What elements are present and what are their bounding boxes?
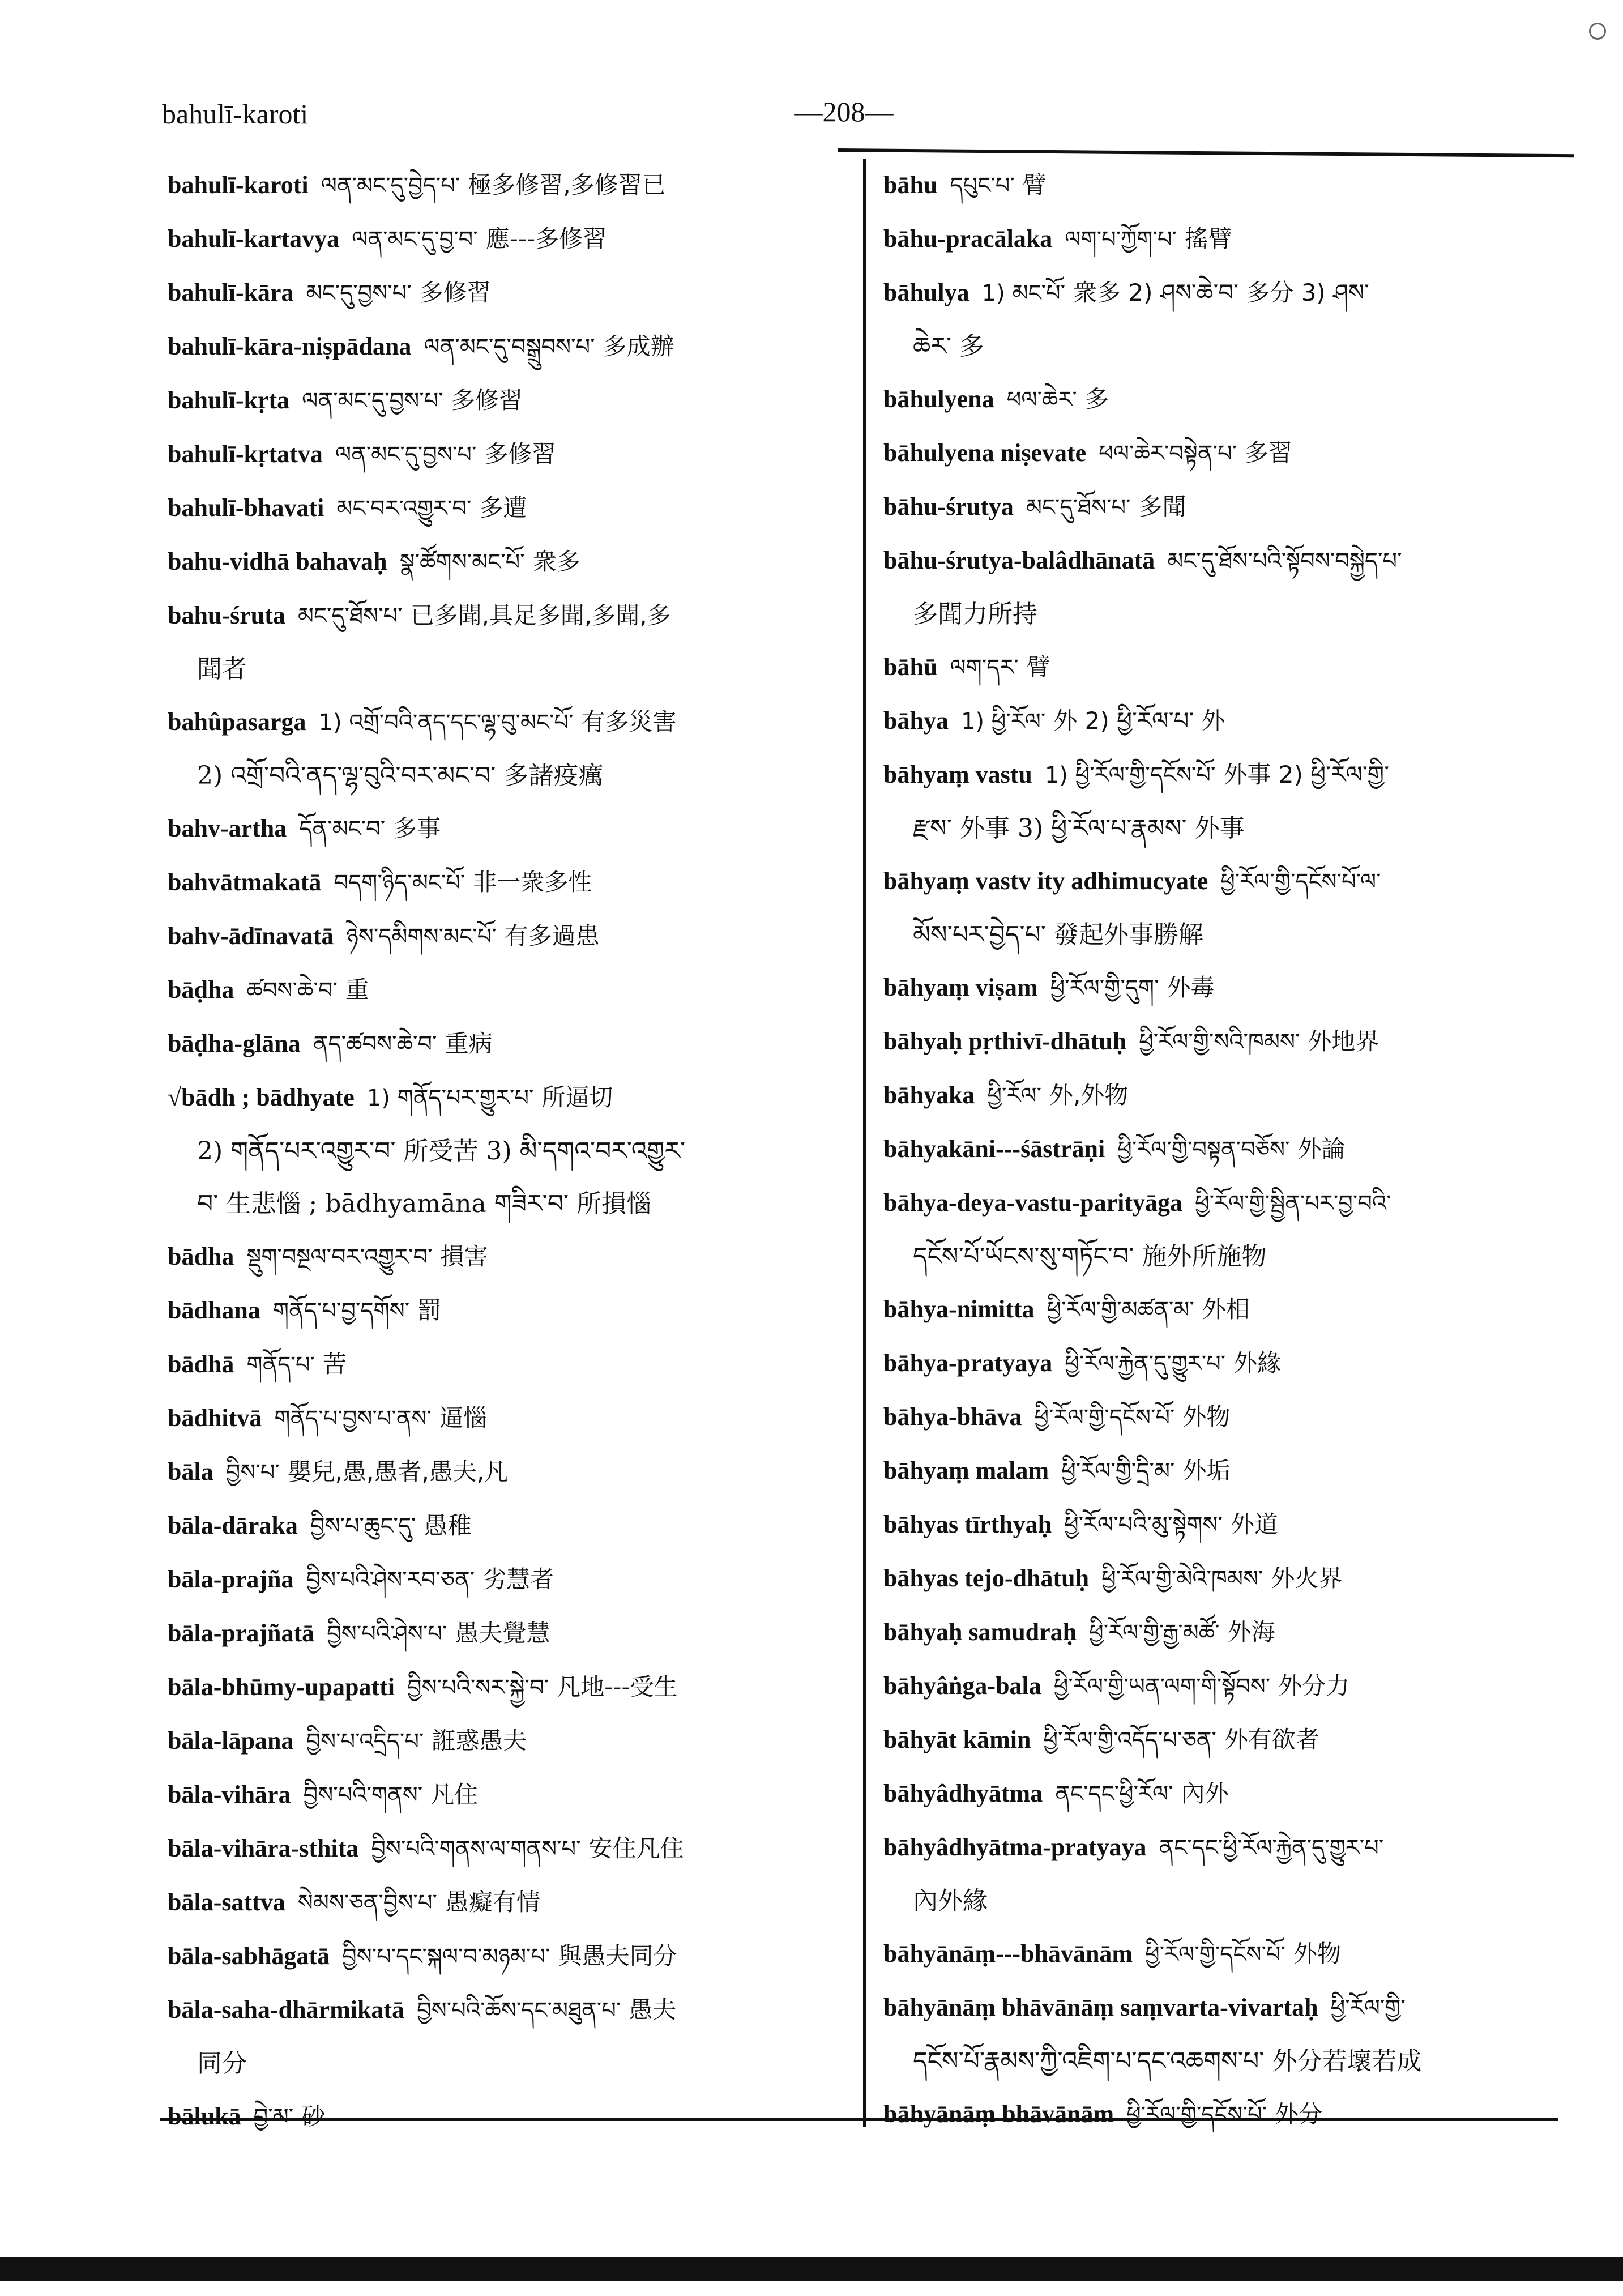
chinese-equivalent: 有多過患 [504, 922, 600, 950]
chinese-equivalent: 外分力 [1278, 1672, 1350, 1700]
dictionary-entry [168, 1822, 847, 1876]
chinese-equivalent: 外地界 [1308, 1027, 1379, 1055]
tibetan-equivalent: ལན་མང་དུ་བསྒྲུབས་པ་ [424, 334, 595, 360]
tibetan-equivalent: བྱིས་པ་དང་སྐལ་བ་མཉམ་པ་ [342, 1944, 550, 1970]
entry-continuation: 內外緣 [913, 1887, 988, 1915]
dictionary-entry [168, 1607, 847, 1661]
dictionary-entry [168, 1230, 847, 1284]
headword: bahulī-kṛtatva [168, 440, 323, 468]
dictionary-entry [168, 1553, 847, 1607]
chinese-equivalent: 多聞 [1138, 493, 1186, 520]
chinese-equivalent: 逼惱 [439, 1404, 487, 1432]
tibetan-equivalent: ལག་དར་ [950, 655, 1019, 681]
dictionary-entry [168, 1499, 847, 1553]
entry-continuation: 同分 [197, 2049, 247, 2078]
headword: bāla-vihāra-sthita [168, 1834, 359, 1862]
headword: bāḍha [168, 976, 234, 1004]
tibetan-equivalent: 1) གནོད་པར་གྱུར་པ་ [366, 1085, 534, 1111]
dictionary-entry [883, 1606, 1569, 1659]
dictionary-entry [168, 374, 847, 428]
dictionary-entry [883, 1659, 1569, 1713]
chinese-equivalent: 多習 [1245, 439, 1293, 467]
entry-continuation: མོས་པར་བྱེད་པ་ 發起外事勝解 [913, 920, 1204, 949]
dictionary-entry [883, 1713, 1569, 1767]
dictionary-entry [883, 961, 1569, 1015]
headword: bāhyas tīrthyaḥ [883, 1510, 1052, 1538]
headword: bāhyānāṃ---bhāvānām [883, 1940, 1133, 1968]
right-column [883, 159, 1569, 2141]
dictionary-entry [883, 1069, 1569, 1123]
tibetan-equivalent: བྱིས་པའི་གནས་ [303, 1782, 423, 1808]
tibetan-equivalent: དཔུང་པ་ [950, 173, 1015, 199]
tibetan-equivalent: བྱིས་པའི་གནས་ལ་གནས་པ་ [371, 1836, 581, 1862]
headword: bāhyâdhyātma [883, 1779, 1043, 1807]
headword: bahulī-karoti [168, 171, 309, 199]
dictionary-entry [883, 159, 1569, 212]
entry-continuation: 聞者 [197, 655, 247, 684]
chinese-equivalent: 非一衆多性 [473, 868, 592, 896]
headword: bāhulyena niṣevate [883, 439, 1087, 467]
chinese-equivalent: 愚夫覺慧 [455, 1619, 550, 1647]
headword: bāla-bhūmy-upapatti [168, 1673, 395, 1701]
headword: bāhyaḥ samudraḥ [883, 1618, 1077, 1646]
chinese-equivalent: 外火界 [1271, 1564, 1343, 1592]
tibetan-equivalent: 1) མང་པོ་ [981, 280, 1066, 306]
dictionary-entry [883, 266, 1569, 373]
chinese-equivalent: 重病 [445, 1030, 493, 1057]
chinese-equivalent: 有多災害 [581, 708, 677, 736]
headword: bāhya-deya-vastu-parityāga [883, 1189, 1183, 1217]
tibetan-equivalent: ཉེས་དམིགས་མང་པོ་ [346, 924, 497, 950]
tibetan-equivalent: ཕྱི་རོལ་གྱི་ [1330, 1995, 1406, 2021]
tibetan-equivalent: བྱིས་པ་ཆུང་དུ་ [310, 1513, 416, 1539]
chinese-equivalent: 愚癡有情 [445, 1888, 540, 1916]
dictionary-entry [883, 694, 1569, 748]
headword: bāla-dāraka [168, 1512, 298, 1539]
dictionary-entry [168, 1661, 847, 1714]
headword: bāḍha-glāna [168, 1030, 301, 1057]
dictionary-entry [168, 695, 847, 802]
dictionary-entry [168, 481, 847, 535]
headword: bāhu-śrutya-balâdhānatā [883, 547, 1155, 574]
tibetan-equivalent: ནང་དང་ཕྱི་རོལ་ [1055, 1781, 1173, 1807]
headword: bāhyakāni---śāstrāṇi [883, 1135, 1105, 1163]
chinese-equivalent: 多 [1084, 385, 1109, 413]
headword: bāhulyena [883, 385, 994, 413]
chinese-equivalent: 砂 [301, 2102, 326, 2130]
tibetan-equivalent: ཕྱི་རོལ་གྱི་བསྟན་བཅོས་ [1117, 1137, 1290, 1163]
tibetan-equivalent: 1) ཕྱི་རོལ་གྱི་དངོས་པོ་ [1044, 762, 1216, 788]
headword: bāla-lāpana [168, 1727, 294, 1755]
tibetan-equivalent: ཕྱི་རོལ་གྱི་སའི་ཁམས་ [1139, 1029, 1300, 1055]
dictionary-entry [168, 1714, 847, 1768]
headword: bahu-śruta [168, 601, 285, 629]
dictionary-entry [883, 748, 1569, 855]
chinese-equivalent: 凡住 [430, 1781, 479, 1808]
page-number: —208— [794, 96, 894, 127]
headword: bahulī-kāra [168, 279, 294, 306]
tibetan-equivalent: ཕྱི་རོལ་གྱི་འདོད་པ་ཅན་ [1043, 1727, 1216, 1753]
chinese-equivalent: 愚稚 [424, 1512, 472, 1539]
chinese-equivalent: 外事 2) ཕྱི་རོལ་གྱི་ [1223, 761, 1390, 788]
chinese-equivalent: 安住凡住 [588, 1834, 684, 1862]
chinese-equivalent: 外有欲者 [1224, 1726, 1319, 1753]
headword: bāla-sattva [168, 1888, 285, 1916]
headword: bāhyâṅga-bala [883, 1672, 1041, 1700]
column-divider [863, 159, 866, 2127]
headword: bāhyānāṃ bhāvānāṃ saṃvarta-vivartaḥ [883, 1994, 1318, 2021]
dictionary-entry [168, 1338, 847, 1392]
dictionary-entry [883, 480, 1569, 534]
tibetan-equivalent: མང་དུ་བྱས་པ་ [306, 280, 412, 306]
headword: bāhyaṃ vastu [883, 761, 1032, 788]
dictionary-entry [168, 856, 847, 910]
tibetan-equivalent: ཕྱི་རོལ་གྱི་ཡན་ལག་གི་སྟོབས་ [1053, 1674, 1271, 1700]
dictionary-entry [168, 320, 847, 374]
headword: bāhyānāṃ bhāvānām [883, 2100, 1114, 2128]
chinese-equivalent: 外海 [1227, 1618, 1275, 1646]
chinese-equivalent: 多修習 [484, 440, 556, 468]
headword: bahulī-kāra-niṣpādana [168, 332, 412, 360]
tibetan-equivalent: བྱེ་མ་ [253, 2104, 294, 2130]
dictionary-entry [883, 1390, 1569, 1444]
dictionary-entry [168, 1177, 847, 1230]
entry-continuation: རྫས་ 外事 3) ཕྱི་རོལ་པ་རྣམས་ 外事 [913, 814, 1245, 843]
headword: bāhya-bhāva [883, 1403, 1022, 1431]
headword: bāhya-nimitta [883, 1295, 1035, 1323]
dictionary-entry [168, 535, 847, 589]
headword: bāhya-pratyaya [883, 1349, 1053, 1377]
tibetan-equivalent: ལན་མང་དུ་བྱས་པ་ [302, 388, 443, 414]
headword: bāla-prajña [168, 1565, 294, 1593]
chinese-equivalent: 多事 [393, 814, 441, 842]
dictionary-entry [168, 1071, 847, 1177]
headword: bāla [168, 1458, 213, 1486]
tibetan-equivalent: 1) ཕྱི་རོལ་ [960, 709, 1046, 735]
headword: bahu-vidhā bahavaḥ [168, 548, 387, 575]
chinese-equivalent: 外緣 [1233, 1349, 1282, 1377]
tibetan-equivalent: ཚབས་ཆེ་བ་ [246, 978, 338, 1004]
dictionary-entry [883, 1767, 1569, 1821]
tibetan-equivalent: དོན་མང་བ་ [299, 816, 386, 842]
headword: bādhā [168, 1350, 234, 1378]
chinese-equivalent: 極多修習,多修習已 [468, 171, 666, 199]
dictionary-entry [168, 159, 847, 212]
headword: bāhyaṃ malam [883, 1457, 1049, 1484]
headword: bāhyaṃ vastv ity adhimucyate [883, 867, 1208, 895]
dictionary-entry [883, 373, 1569, 426]
tibetan-equivalent: ལན་མང་དུ་བྱས་པ་ [335, 442, 477, 468]
chinese-equivalent: 誑惑愚夫 [432, 1727, 527, 1755]
dictionary-entry [168, 1930, 847, 1983]
headword: bāhyâdhyātma-pratyaya [883, 1833, 1147, 1861]
tibetan-equivalent: བྱིས་པའི་ཆོས་དང་མཐུན་པ་ [417, 1998, 621, 2024]
headword: bāla-sabhāgatā [168, 1942, 330, 1970]
chinese-equivalent: 外分 [1274, 2100, 1322, 2128]
headword: bāhyaṃ viṣam [883, 974, 1038, 1001]
tibetan-equivalent: མང་དུ་ཐོས་པ་ [297, 603, 403, 629]
tibetan-equivalent: ནད་ཚབས་ཆེ་བ་ [313, 1031, 437, 1057]
headword: bahvātmakatā [168, 868, 322, 896]
headword: bāla-vihāra [168, 1781, 291, 1808]
dictionary-entry [168, 1983, 847, 2090]
dictionary-entry [883, 1015, 1569, 1069]
headword: bāla-saha-dhārmikatā [168, 1996, 405, 2024]
tibetan-equivalent: ཕྱི་རོལ་གྱི་དངོས་པོ་ [1145, 1941, 1285, 1968]
headword: bāla-prajñatā [168, 1619, 315, 1647]
chinese-equivalent: 應---多修習 [485, 225, 607, 253]
tibetan-equivalent: ཕྱི་རོལ་ [987, 1083, 1042, 1109]
tibetan-equivalent: སེམས་ཅན་བྱིས་པ་ [297, 1890, 437, 1916]
scan-edge-band [0, 2257, 1623, 2281]
chinese-equivalent: 罰 [417, 1296, 442, 1324]
tibetan-equivalent: ཕྱི་རོལ་གྱི་མེའི་ཁམས་ [1101, 1566, 1263, 1592]
dictionary-entry [168, 428, 847, 481]
chinese-equivalent: 臂 [1022, 171, 1047, 199]
headword: bāhyāt kāmin [883, 1726, 1031, 1753]
chinese-equivalent: 搖臂 [1184, 225, 1232, 253]
chinese-equivalent: 外論 [1297, 1135, 1346, 1163]
headword: bahûpasarga [168, 708, 306, 736]
headword: bāhu-śrutya [883, 493, 1014, 520]
headword: bahulī-bhavati [168, 494, 324, 522]
tibetan-equivalent: གནོད་པ་ [246, 1352, 315, 1378]
dictionary-entry [883, 641, 1569, 694]
headword: bāhū [883, 653, 938, 681]
chinese-equivalent: 多遭 [479, 494, 527, 522]
entry-continuation: 2) འགྲོ་བའི་ནད་ལྷ་བུའི་བར་མང་བ་ 多諸疫癘 [197, 761, 604, 790]
tibetan-equivalent: ཕྱི་རོལ་གྱི་དངོས་པོ་ [1126, 2102, 1267, 2128]
entry-continuation: བ་ 生悲惱 ; bādhyamāna གཟིར་བ་ 所損惱 [197, 1189, 652, 1218]
dictionary-entry [168, 1445, 847, 1499]
dictionary-entry [168, 802, 847, 856]
dictionary-entry [168, 212, 847, 266]
dictionary-entry [883, 855, 1569, 961]
top-rule [838, 148, 1574, 157]
tibetan-equivalent: གནོད་པ་བྱས་པ་ནས་ [274, 1406, 432, 1432]
headword: bahulī-kṛta [168, 386, 290, 414]
chinese-equivalent: 與愚夫同分 [558, 1942, 677, 1970]
chinese-equivalent: 外物 [1293, 1940, 1341, 1968]
tibetan-equivalent: བྱིས་པ་འདྲིད་པ་ [306, 1729, 424, 1755]
headword: bāhyaḥ pṛthivī-dhātuḥ [883, 1027, 1127, 1055]
tibetan-equivalent: ལན་མང་དུ་བྱ་བ་ [352, 227, 478, 253]
chinese-equivalent: 外垢 [1182, 1457, 1231, 1484]
tibetan-equivalent: ཕྱི་རོལ་རྐྱེན་དུ་གྱུར་པ་ [1065, 1351, 1226, 1377]
tibetan-equivalent: 1) འགྲོ་བའི་ནད་དང་ལྷ་བུ་མང་པོ་ [318, 710, 574, 736]
tibetan-equivalent: བྱིས་པའི་ཤེས་རབ་ཅན་ [306, 1567, 475, 1593]
dictionary-entry [883, 1552, 1569, 1606]
headword: bāhyaka [883, 1081, 975, 1109]
dictionary-entry [168, 1876, 847, 1930]
chinese-equivalent: 臂 [1026, 653, 1050, 681]
dictionary-entry [883, 1927, 1569, 1981]
chinese-equivalent: 已多聞,具足多聞,多聞,多 [410, 601, 671, 629]
dictionary-entry [883, 1283, 1569, 1337]
chinese-equivalent: 衆多 [532, 548, 580, 575]
dictionary-entry [883, 1498, 1569, 1552]
headword: bahulī-kartavya [168, 225, 340, 253]
tibetan-equivalent: ཕྱི་རོལ་པའི་མུ་སྟེགས་ [1064, 1512, 1223, 1538]
tibetan-equivalent: སྡུག་བསྔལ་བར་འགྱུར་བ་ [246, 1244, 433, 1270]
tibetan-equivalent: གནོད་པ་བྱ་དགོས་ [272, 1298, 410, 1324]
dictionary-entry [168, 910, 847, 963]
headword: bahv-artha [168, 814, 287, 842]
entry-continuation: དངོས་པོ་ཡོངས་སུ་གཏོང་བ་ 施外所施物 [913, 1242, 1267, 1271]
dictionary-entry [883, 1981, 1569, 2088]
tibetan-equivalent: ཕྱི་རོལ་གྱི་སྦྱིན་པར་བྱ་བའི་ [1195, 1190, 1391, 1217]
dictionary-entry [883, 534, 1569, 641]
dictionary-entry [168, 589, 847, 695]
tibetan-equivalent: བྱིས་པའི་ཤེས་པ་ [327, 1621, 447, 1647]
chinese-equivalent: 愚夫 [629, 1996, 677, 2024]
dictionary-entry [883, 1821, 1569, 1927]
headword: bālukā [168, 2102, 241, 2130]
chinese-equivalent: 外物 [1182, 1403, 1231, 1431]
dictionary-entry [883, 1123, 1569, 1176]
tibetan-equivalent: ཕྱི་རོལ་གྱི་དྲི་མ་ [1061, 1458, 1175, 1484]
chinese-equivalent: 損害 [440, 1243, 488, 1270]
entry-continuation: 2) གནོད་པར་འགྱུར་བ་ 所受苦 3) མི་དགའ་བར་འགྱུར་ [197, 1137, 686, 1166]
chinese-equivalent: 苦 [322, 1350, 347, 1378]
running-head: bahulī-karoti [162, 98, 309, 130]
entry-continuation: ཆེར་ 多 [913, 332, 984, 361]
headword: bāhu-pracālaka [883, 225, 1053, 253]
chinese-equivalent: 重 [345, 976, 369, 1004]
headword: bāhulya [883, 279, 969, 306]
entry-continuation: དངོས་པོ་རྣམས་ཀྱི་འཇིག་པ་དང་འཆགས་པ་ 外分若壞若成 [913, 2047, 1422, 2076]
chinese-equivalent: 內外 [1181, 1779, 1229, 1807]
chinese-equivalent: 嬰兒,愚,愚者,愚夫,凡 [287, 1458, 509, 1486]
dictionary-entry [883, 1337, 1569, 1390]
chinese-equivalent: 劣慧者 [482, 1565, 554, 1593]
tibetan-equivalent: བདག་ཉིད་མང་པོ་ [334, 870, 465, 896]
tibetan-equivalent: ཕལ་ཆེར་ [1006, 387, 1077, 413]
tibetan-equivalent: ཕལ་ཆེར་བསྟེན་པ་ [1099, 441, 1237, 467]
dictionary-entry [168, 1392, 847, 1445]
dictionary-entry [168, 1284, 847, 1338]
dictionary-entry [883, 1176, 1569, 1283]
tibetan-equivalent: སྣ་ཚོགས་མང་པོ་ [399, 549, 525, 575]
chinese-equivalent: 外毒 [1167, 974, 1215, 1001]
chinese-equivalent: 外,外物 [1049, 1081, 1129, 1109]
dictionary-entry [883, 2088, 1569, 2141]
tibetan-equivalent: ལན་མང་དུ་བྱེད་པ་ [321, 173, 460, 199]
chinese-equivalent: 外道 [1230, 1510, 1278, 1538]
dictionary-entry [168, 1017, 847, 1071]
tibetan-equivalent: མང་དུ་ཐོས་པའི་སྟོབས་བསྐྱེད་པ་ [1167, 548, 1402, 574]
tibetan-equivalent: ཕྱི་རོལ་གྱི་དངོས་པོ་ [1034, 1405, 1175, 1431]
chinese-equivalent: 凡地---受生 [557, 1673, 678, 1701]
dictionary-entry [883, 1444, 1569, 1498]
dictionary-entry [883, 212, 1569, 266]
tibetan-equivalent: ལག་པ་ཀྱོག་པ་ [1065, 227, 1177, 253]
dictionary-entry [883, 426, 1569, 480]
dictionary-entry [168, 2090, 847, 2144]
headword: bāhu [883, 171, 938, 199]
chinese-equivalent: 外相 [1202, 1295, 1250, 1323]
headword: bādhitvā [168, 1404, 262, 1432]
entry-continuation: 多聞力所持 [913, 600, 1037, 629]
chinese-equivalent: 外 2) ཕྱི་རོལ་པ་ 外 [1053, 707, 1225, 735]
tibetan-equivalent: བྱིས་པ་ [225, 1459, 280, 1486]
punch-hole-mark [1589, 23, 1606, 40]
chinese-equivalent: 衆多 2) ཤས་ཆེ་བ་ 多分 3) ཤས་ [1073, 279, 1369, 306]
tibetan-equivalent: མང་དུ་ཐོས་པ་ [1026, 494, 1131, 520]
headword: bādha [168, 1243, 234, 1270]
chinese-equivalent: 多修習 [419, 279, 491, 306]
headword: bahv-ādīnavatā [168, 922, 334, 950]
dictionary-entry [168, 1768, 847, 1822]
tibetan-equivalent: ཕྱི་རོལ་གྱི་མཚན་མ་ [1047, 1297, 1194, 1323]
dictionary-entry [168, 963, 847, 1017]
dictionary-entry [168, 266, 847, 320]
tibetan-equivalent: ནང་དང་ཕྱི་རོལ་རྐྱེན་དུ་གྱུར་པ་ [1159, 1835, 1384, 1861]
headword: bādhana [168, 1296, 260, 1324]
headword: √bādh ; bādhyate [168, 1083, 355, 1111]
tibetan-equivalent: བྱིས་པའི་སར་སྐྱེ་བ་ [407, 1675, 549, 1701]
tibetan-equivalent: ཕྱི་རོལ་གྱི་དུག་ [1050, 975, 1159, 1001]
chinese-equivalent: 多修習 [451, 386, 523, 414]
headword: bāhya [883, 707, 949, 735]
tibetan-equivalent: ཕྱི་རོལ་གྱི་དངོས་པོ་ལ་ [1220, 869, 1381, 895]
tibetan-equivalent: མང་བར་འགྱུར་བ་ [336, 496, 472, 522]
left-column [168, 159, 847, 2144]
tibetan-equivalent: ཕྱི་རོལ་གྱི་རྒྱ་མཚོ་ [1089, 1620, 1220, 1646]
chinese-equivalent: 多成辦 [603, 332, 674, 360]
headword: bāhyas tejo-dhātuḥ [883, 1564, 1090, 1592]
chinese-equivalent: 所逼切 [541, 1083, 613, 1111]
